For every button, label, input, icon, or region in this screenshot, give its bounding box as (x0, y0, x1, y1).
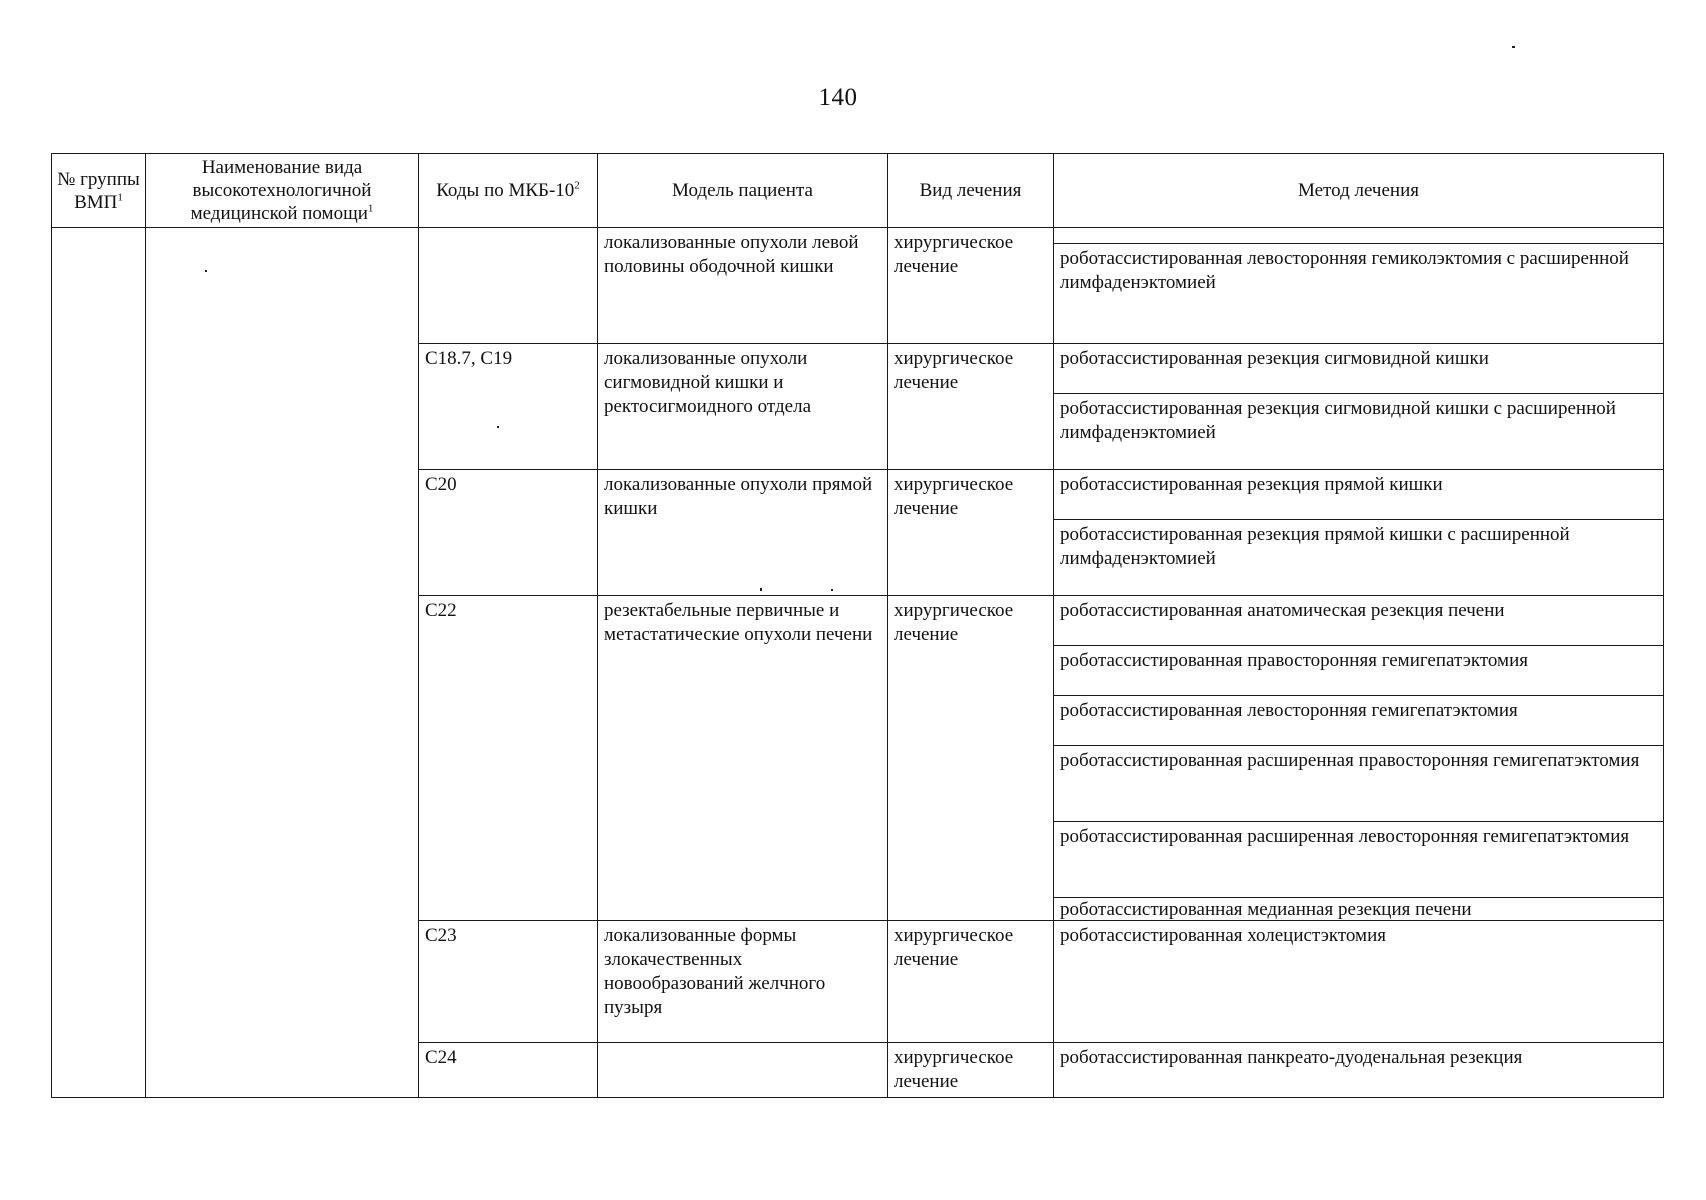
treatment-type-cell: хирургическое лечение (888, 344, 1054, 470)
col-header-patient-model: Модель пациента (598, 154, 888, 228)
col-header-icd-codes: Коды по МКБ-$10^2$ (419, 154, 598, 228)
col-header-care-name: Наименование вида высокотехнологичной медицинской помощи$^1$ (146, 154, 419, 228)
treatment-method-cell: роботассистированная резекция прямой кишки с расширенной лимфаденэктомией (1054, 520, 1664, 596)
treatment-method-cell: роботассистированная резекция сигмовидной кишки (1054, 344, 1664, 394)
treatment-method-cell: роботассистированная анатомическая резекция печени (1054, 596, 1664, 646)
treatment-method-cell: роботассистированная резекция прямой кишки (1054, 470, 1664, 520)
icd-codes-cell: C18.7, C19 (419, 344, 598, 470)
col-header-group-no: № группы ВМП$^1$ (52, 154, 146, 228)
patient-model-cell: локализованные формы злокачественных новообразований желчного пузыря (598, 921, 888, 1043)
treatment-method-cell: роботассистированная левосторонняя гемиколэктомия с расширенной лимфаденэктомией (1054, 244, 1664, 344)
treatment-method-cell: роботассистированная расширенная правосторонняя гемигепатэктомия (1054, 746, 1664, 822)
treatment-method-cell: роботассистированная левосторонняя гемигепатэктомия (1054, 696, 1664, 746)
page-number: 140 (818, 84, 858, 111)
treatment-method-cell (1054, 228, 1664, 244)
treatment-type-cell: хирургическое лечение (888, 470, 1054, 596)
icd-codes-cell (419, 228, 598, 344)
treatment-method-cell: роботассистированная правосторонняя гемигепатэктомия (1054, 646, 1664, 696)
patient-model-cell: резектабельные первичные и метастатические опухоли печени (598, 596, 888, 921)
treatment-method-cell: роботассистированная резекция сигмовидной кишки с расширенной лимфаденэктомией (1054, 394, 1664, 470)
treatment-method-cell: роботассистированная панкреато-дуоденальная резекция (1054, 1043, 1664, 1098)
care-name-cell (146, 228, 419, 1098)
icd-codes-cell: C20 (419, 470, 598, 596)
treatment-method-cell: роботассистированная медианная резекция печени (1054, 898, 1664, 921)
scan-speck (497, 426, 499, 428)
scan-speck (760, 588, 762, 591)
treatment-type-cell: хирургическое лечение (888, 921, 1054, 1043)
vmp-table (51, 153, 1664, 1098)
icd-codes-cell: C22 (419, 596, 598, 921)
treatment-type-cell: хирургическое лечение (888, 1043, 1054, 1098)
treatment-method-cell: роботассистированная холецистэктомия (1054, 921, 1664, 1043)
table-header-row (52, 154, 1664, 228)
scan-speck (831, 589, 833, 591)
patient-model-cell (598, 1043, 888, 1098)
table-row (52, 228, 1664, 244)
patient-model-cell: локализованные опухоли левой половины ободочной кишки (598, 228, 888, 344)
patient-model-cell: локализованные опухоли прямой кишки (598, 470, 888, 596)
icd-codes-cell: C24 (419, 1043, 598, 1098)
treatment-type-cell: хирургическое лечение (888, 228, 1054, 344)
col-header-treatment-type: Вид лечения (888, 154, 1054, 228)
treatment-type-cell: хирургическое лечение (888, 596, 1054, 921)
scan-speck (205, 270, 207, 272)
col-header-treatment-method: Метод лечения (1054, 154, 1664, 228)
group-no-cell (52, 228, 146, 1098)
icd-codes-cell: C23 (419, 921, 598, 1043)
patient-model-cell: локализованные опухоли сигмовидной кишки и ректосигмоидного отдела (598, 344, 888, 470)
treatment-method-cell: роботассистированная расширенная левосторонняя гемигепатэктомия (1054, 822, 1664, 898)
scan-speck (1512, 46, 1515, 48)
